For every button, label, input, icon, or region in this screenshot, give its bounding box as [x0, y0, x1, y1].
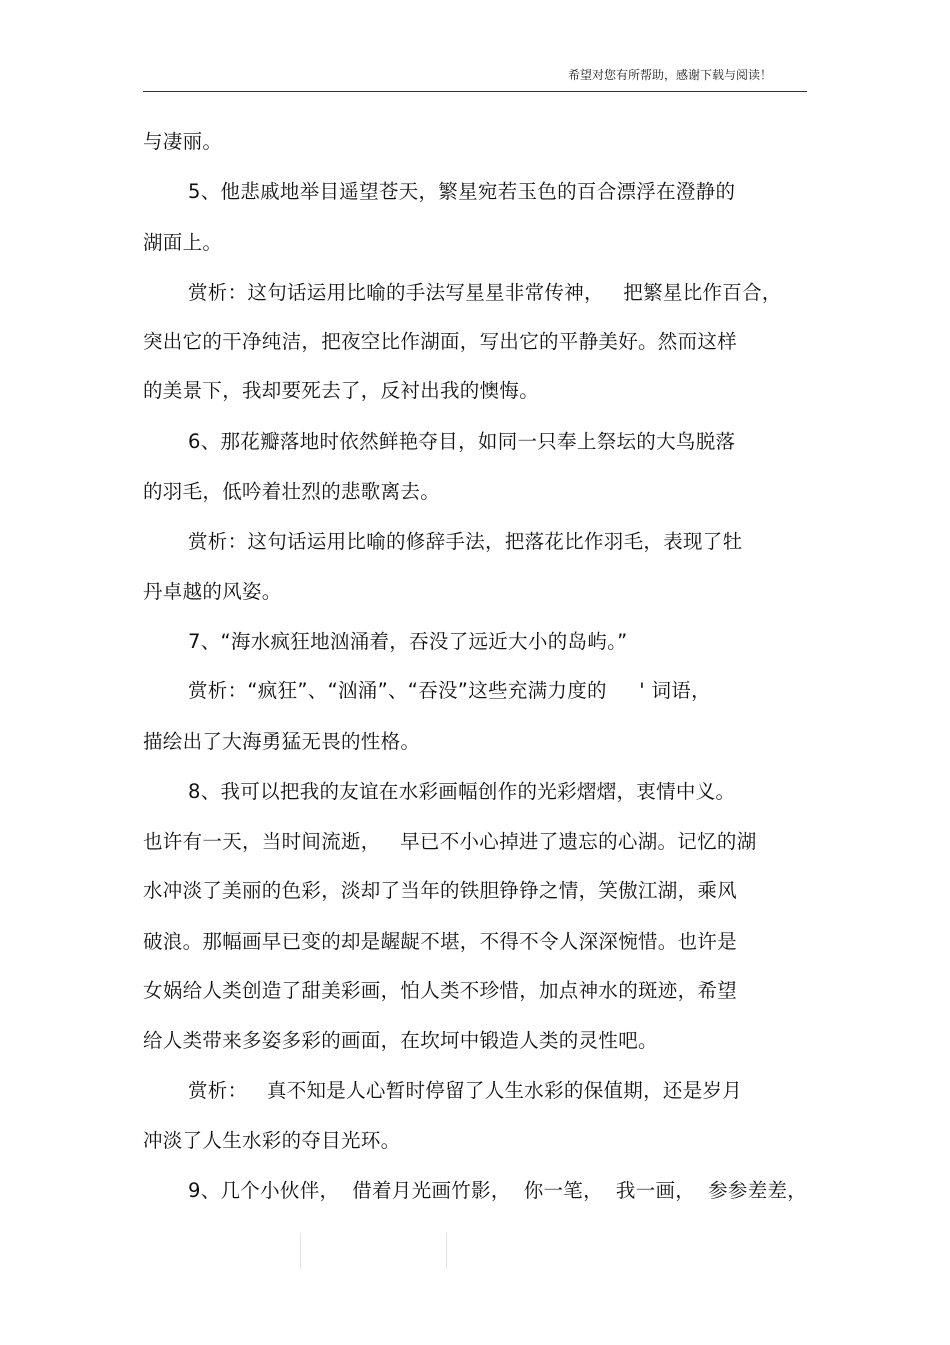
text-line: 描绘出了大海勇猛无畏的性格。 — [143, 730, 421, 753]
page-header-text: 希望对您有所帮助，感谢下载与阅读！ — [567, 68, 772, 82]
footer-divider-left — [300, 1233, 301, 1269]
text-line: 破浪。那幅画早已变的却是龌龊不堪，不得不令人深深惋惜。也许是 — [143, 930, 738, 953]
text-line: 赏析： 真不知是人心暂时停留了人生水彩的保值期，还是岁月 — [188, 1079, 743, 1102]
header-divider — [143, 91, 807, 92]
text-line: 6、那花瓣落地时依然鲜艳夺目，如同一只奉上祭坛的大鸟脱落 — [188, 430, 736, 453]
text-line: 8、我可以把我的友谊在水彩画幅创作的光彩熠熠，衷情中义。 — [188, 780, 736, 803]
text-line: 9、几个小伙伴， 借着月光画竹影， 你一笔， 我一画， 参参差差， — [188, 1179, 808, 1202]
text-line: 丹卓越的风姿。 — [143, 580, 282, 603]
text-line: 水冲淡了美丽的色彩，淡却了当年的铁胆铮铮之情，笑傲江湖，乘风 — [143, 879, 738, 902]
text-line: 女娲给人类创造了甜美彩画，怕人类不珍惜，加点神水的斑迹，希望 — [143, 979, 738, 1002]
text-line: 冲淡了人生水彩的夺目光环。 — [143, 1129, 401, 1152]
text-line: 与凄丽。 — [143, 130, 223, 153]
text-line: 的羽毛，低吟着壮烈的悲歌离去。 — [143, 480, 441, 503]
text-line: 湖面上。 — [143, 231, 223, 254]
text-line: 给人类带来多姿多彩的画面，在坎坷中锻造人类的灵性吧。 — [143, 1029, 658, 1052]
footer-divider-right — [446, 1233, 447, 1269]
text-line: 赏析：“疯狂”、“汹涌”、“吞没”这些充满力度的 ' 词语， — [188, 679, 711, 702]
text-line: 赏析：这句话运用比喻的修辞手法，把落花比作羽毛，表现了牡 — [188, 530, 743, 553]
text-line: 赏析：这句话运用比喻的手法写星星非常传神， 把繁星比作百合， — [188, 281, 782, 304]
text-line: 突出它的干净纯洁，把夜空比作湖面，写出它的平静美好。然而这样 — [143, 330, 738, 353]
text-line: 的美景下，我却要死去了，反衬出我的懊悔。 — [143, 379, 540, 402]
text-line: 7、“海水疯狂地汹涌着，吞没了远近大小的岛屿。” — [188, 630, 628, 653]
text-line: 也许有一天，当时间流逝， 早已不小心掉进了遗忘的心湖。记忆的湖 — [143, 830, 757, 853]
text-line: 5、他悲戚地举目遥望苍天，繁星宛若玉色的百合漂浮在澄静的 — [188, 180, 736, 203]
